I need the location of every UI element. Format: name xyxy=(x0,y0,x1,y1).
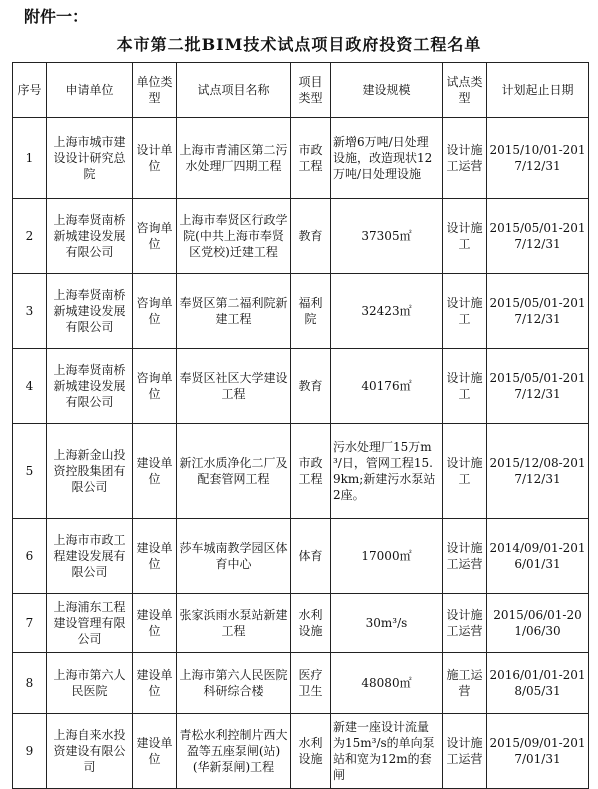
cell-project-name: 奉贤区社区大学建设工程 xyxy=(177,349,291,424)
cell-scale: 污水处理厂15万m³/日，管网工程15.9km;新建污水泵站2座。 xyxy=(331,424,443,519)
cell-schedule: 2015/05/01-2017/12/31 xyxy=(487,199,589,274)
cell-applicant: 上海奉贤南桥新城建设发展有限公司 xyxy=(47,199,133,274)
table-header-row xyxy=(13,63,589,118)
header-cell-project-name: 试点项目名称 xyxy=(177,63,291,118)
cell-pilot-type: 设计施工 xyxy=(443,349,487,424)
cell-project-name: 新江水质净化二厂及配套管网工程 xyxy=(177,424,291,519)
project-table xyxy=(12,62,589,789)
cell-pilot-type: 设计施工 xyxy=(443,199,487,274)
cell-schedule: 2015/05/01-2017/12/31 xyxy=(487,349,589,424)
cell-project-type: 水利设施 xyxy=(291,714,331,789)
cell-scale: 30m³/s xyxy=(331,594,443,653)
cell-scale: 48080㎡ xyxy=(331,653,443,714)
cell-project-type: 教育 xyxy=(291,349,331,424)
cell-unit-type: 咨询单位 xyxy=(133,274,177,349)
cell-applicant: 上海奉贤南桥新城建设发展有限公司 xyxy=(47,274,133,349)
cell-unit-type: 建设单位 xyxy=(133,519,177,594)
cell-unit-type: 建设单位 xyxy=(133,653,177,714)
cell-project-type: 市政工程 xyxy=(291,118,331,199)
cell-pilot-type: 设计施工 xyxy=(443,424,487,519)
cell-index: 6 xyxy=(13,519,47,594)
cell-scale: 17000㎡ xyxy=(331,519,443,594)
cell-project-type: 市政工程 xyxy=(291,424,331,519)
header-cell-unit-type: 单位类型 xyxy=(133,63,177,118)
cell-applicant: 上海奉贤南桥新城建设发展有限公司 xyxy=(47,349,133,424)
header-cell-pilot-type: 试点类型 xyxy=(443,63,487,118)
cell-scale: 新增6万吨/日处理设施，改造现状12万吨/日处理设施 xyxy=(331,118,443,199)
cell-project-type: 医疗卫生 xyxy=(291,653,331,714)
cell-applicant: 上海自来水投资建设有限公司 xyxy=(47,714,133,789)
cell-scale: 37305㎡ xyxy=(331,199,443,274)
table-row xyxy=(13,274,589,349)
cell-unit-type: 建设单位 xyxy=(133,594,177,653)
cell-schedule: 2015/06/01-201/06/30 xyxy=(487,594,589,653)
attachment-label: 附件一： xyxy=(24,7,89,26)
table-row xyxy=(13,594,589,653)
cell-scale: 32423㎡ xyxy=(331,274,443,349)
cell-applicant: 上海市城市建设设计研究总院 xyxy=(47,118,133,199)
cell-index: 4 xyxy=(13,349,47,424)
cell-applicant: 上海市第六人民医院 xyxy=(47,653,133,714)
cell-index: 3 xyxy=(13,274,47,349)
header-cell-index: 序号 xyxy=(13,63,47,118)
cell-schedule: 2014/09/01-2016/01/31 xyxy=(487,519,589,594)
cell-project-name: 上海市第六人民医院科研综合楼 xyxy=(177,653,291,714)
document-title: 本市第二批BIM技术试点项目政府投资工程名单 xyxy=(116,35,482,54)
cell-project-name: 上海市青浦区第二污水处理厂四期工程 xyxy=(177,118,291,199)
cell-scale: 40176㎡ xyxy=(331,349,443,424)
cell-schedule: 2015/09/01-2017/01/31 xyxy=(487,714,589,789)
cell-applicant: 上海市市政工程建设发展有限公司 xyxy=(47,519,133,594)
cell-pilot-type: 设计施工运营 xyxy=(443,519,487,594)
cell-index: 5 xyxy=(13,424,47,519)
table-row xyxy=(13,199,589,274)
table-row xyxy=(13,714,589,789)
table-row xyxy=(13,349,589,424)
cell-unit-type: 咨询单位 xyxy=(133,349,177,424)
cell-project-name: 张家浜雨水泵站新建工程 xyxy=(177,594,291,653)
cell-index: 1 xyxy=(13,118,47,199)
cell-unit-type: 建设单位 xyxy=(133,714,177,789)
cell-project-name: 青松水利控制片西大盈等五座泵闸(站)(华新泵闸)工程 xyxy=(177,714,291,789)
cell-index: 9 xyxy=(13,714,47,789)
cell-pilot-type: 施工运营 xyxy=(443,653,487,714)
cell-scale: 新建一座设计流量为15m³/s的单向泵站和宽为12m的套闸 xyxy=(331,714,443,789)
cell-index: 2 xyxy=(13,199,47,274)
cell-pilot-type: 设计施工运营 xyxy=(443,594,487,653)
cell-project-type: 福利院 xyxy=(291,274,331,349)
cell-unit-type: 设计单位 xyxy=(133,118,177,199)
cell-project-name: 莎车城南教学园区体育中心 xyxy=(177,519,291,594)
cell-index: 7 xyxy=(13,594,47,653)
table-row xyxy=(13,653,589,714)
header-cell-schedule: 计划起止日期 xyxy=(487,63,589,118)
cell-project-type: 教育 xyxy=(291,199,331,274)
cell-project-name: 上海市奉贤区行政学院(中共上海市奉贤区党校)迁建工程 xyxy=(177,199,291,274)
table-row xyxy=(13,118,589,199)
table-row xyxy=(13,424,589,519)
cell-applicant: 上海浦东工程建设管理有限公司 xyxy=(47,594,133,653)
cell-pilot-type: 设计施工运营 xyxy=(443,118,487,199)
cell-unit-type: 咨询单位 xyxy=(133,199,177,274)
header-cell-applicant: 申请单位 xyxy=(47,63,133,118)
header-cell-project-type: 项目类型 xyxy=(291,63,331,118)
cell-pilot-type: 设计施工 xyxy=(443,274,487,349)
cell-unit-type: 建设单位 xyxy=(133,424,177,519)
cell-pilot-type: 设计施工运营 xyxy=(443,714,487,789)
header-cell-scale: 建设规模 xyxy=(331,63,443,118)
cell-schedule: 2015/10/01-2017/12/31 xyxy=(487,118,589,199)
cell-schedule: 2016/01/01-2018/05/31 xyxy=(487,653,589,714)
cell-schedule: 2015/12/08-2017/12/31 xyxy=(487,424,589,519)
cell-project-name: 奉贤区第二福利院新建工程 xyxy=(177,274,291,349)
table-row xyxy=(13,519,589,594)
cell-project-type: 体育 xyxy=(291,519,331,594)
cell-project-type: 水利设施 xyxy=(291,594,331,653)
cell-applicant: 上海新金山投资控股集团有限公司 xyxy=(47,424,133,519)
cell-schedule: 2015/05/01-2017/12/31 xyxy=(487,274,589,349)
cell-index: 8 xyxy=(13,653,47,714)
